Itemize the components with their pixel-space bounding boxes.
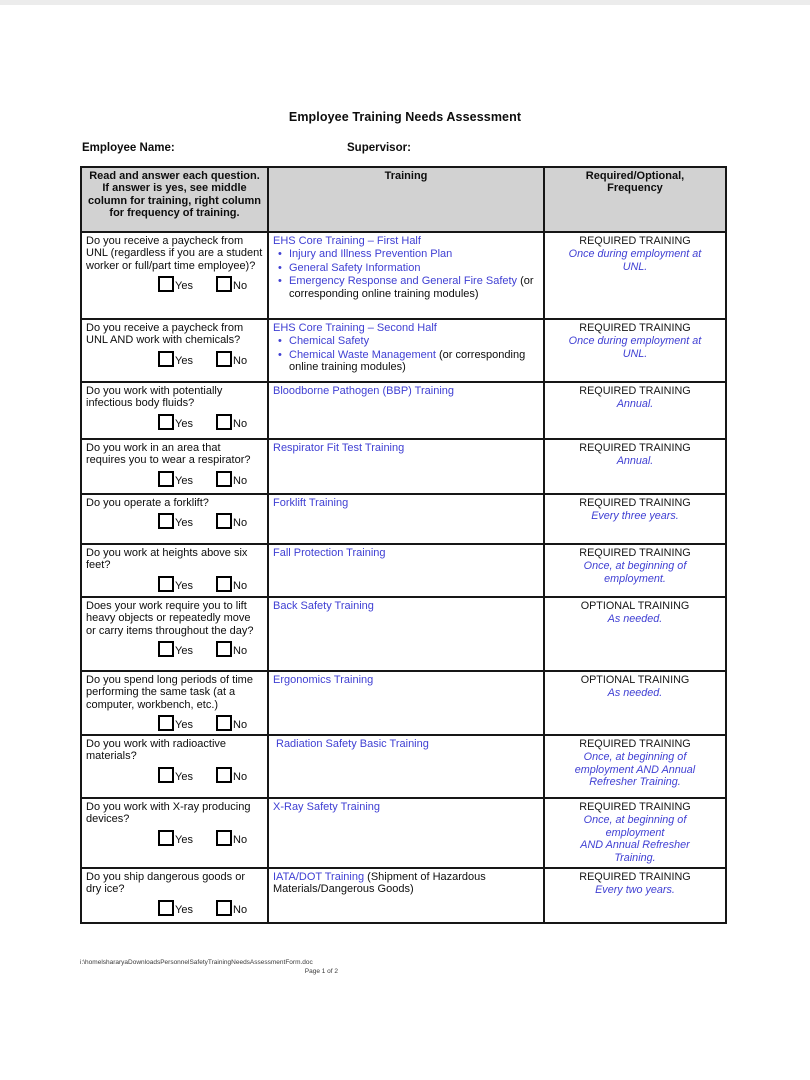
training-status: OPTIONAL TRAINING (580, 674, 690, 686)
no-label: No (233, 354, 248, 367)
table-row (81, 671, 726, 735)
training-bullet: • Emergency Response and General Fire Safety (or corresponding online training modules) (289, 275, 539, 300)
yes-label: Yes (175, 903, 193, 916)
no-checkbox[interactable] (216, 767, 232, 783)
training-link[interactable]: Fall Protection Training (273, 547, 386, 559)
question-text: Does your work require you to lift heavy objects or repeatedly move or carry items throughout the day? (86, 600, 254, 637)
yes-checkbox[interactable] (158, 471, 174, 487)
yes-checkbox[interactable] (158, 414, 174, 430)
yes-checkbox[interactable] (158, 767, 174, 783)
no-checkbox[interactable] (216, 351, 232, 367)
training-bullet (289, 248, 539, 260)
yes-checkbox[interactable] (158, 641, 174, 657)
scan-artifact-band (0, 0, 810, 5)
question-cell (81, 494, 268, 544)
question-cell (81, 439, 268, 494)
question-text: Do you ship dangerous goods or dry ice? (86, 870, 245, 896)
training-bullet: • Chemical Waste Management (or corresponding online training modules) (289, 349, 539, 374)
question-text: Do you work with radioactive materials? (86, 737, 227, 763)
answer-options (86, 715, 263, 731)
table-row (81, 382, 726, 439)
no-label: No (233, 719, 248, 732)
training-status: REQUIRED TRAINING (579, 322, 691, 334)
question-cell (81, 735, 268, 798)
no-label: No (233, 770, 248, 783)
page-number: Page 1 of 2 (304, 967, 338, 975)
yes-label: Yes (175, 579, 193, 592)
training-status: REQUIRED TRAINING (579, 442, 691, 454)
no-label: No (233, 579, 248, 592)
training-bullet (289, 262, 539, 274)
training-status: REQUIRED TRAINING (579, 870, 691, 883)
training-status: REQUIRED TRAINING (579, 497, 691, 509)
training-cell (268, 439, 544, 494)
table-row (81, 798, 726, 868)
no-checkbox[interactable] (216, 715, 232, 731)
yes-label: Yes (175, 417, 193, 430)
question-text: Do you work at heights above six feet? (86, 547, 248, 572)
no-label: No (233, 645, 248, 658)
frequency-cell: REQUIRED TRAINING Once, at beginning of employment AND Annual Refresher Training. (544, 735, 726, 798)
answer-options (86, 767, 263, 783)
no-label: No (233, 903, 248, 916)
question-cell (81, 798, 268, 868)
yes-label: Yes (175, 645, 193, 658)
frequency-cell: REQUIRED TRAINING Once during employment at UNL. (544, 319, 726, 382)
yes-checkbox[interactable] (158, 351, 174, 367)
training-link[interactable]: EHS Core Training – Second Half (273, 322, 437, 334)
header-frequency: Required/Optional, Frequency (544, 167, 726, 232)
employee-name-label: Employee Name: (82, 142, 175, 154)
no-checkbox[interactable] (216, 830, 232, 846)
no-label: No (233, 833, 248, 846)
page-footer (80, 959, 342, 977)
question-cell (81, 597, 268, 671)
document-path: i:\homelshararyaDownloadsPersonnelSafetyTrainingNeedsAssessmentForm.doc (80, 959, 313, 966)
answer-options (86, 276, 263, 292)
question-text: Do you work with X-ray producing devices? (86, 800, 251, 826)
yes-checkbox[interactable] (158, 830, 174, 846)
question-cell (81, 544, 268, 597)
frequency-cell: REQUIRED TRAINING Every two years. (544, 868, 726, 923)
training-cell (268, 798, 544, 868)
table-row (81, 597, 726, 671)
training-link[interactable]: EHS Core Training – First Half (273, 235, 421, 247)
table-row (81, 439, 726, 494)
frequency-cell: REQUIRED TRAINING Every three years. (544, 494, 726, 544)
training-status: REQUIRED TRAINING (579, 547, 691, 559)
no-checkbox[interactable] (216, 276, 232, 292)
training-status: REQUIRED TRAINING (579, 800, 691, 813)
yes-label: Yes (175, 719, 193, 732)
question-cell (81, 868, 268, 923)
answer-options (86, 641, 263, 657)
answer-options (86, 830, 263, 846)
answer-options (86, 576, 263, 592)
question-text: Do you spend long periods of time performing the same task (at a computer, workbench, etc.) (86, 674, 253, 711)
supervisor-label: Supervisor: (347, 142, 411, 154)
question-text: Do you receive a paycheck from UNL (regardless if you are a student worker or full/part time employee)? (86, 235, 263, 272)
training-link[interactable]: General Safety Information (289, 261, 421, 274)
yes-checkbox[interactable] (158, 276, 174, 292)
answer-options (86, 471, 263, 487)
no-checkbox[interactable] (216, 641, 232, 657)
training-status: REQUIRED TRAINING (579, 385, 691, 397)
yes-checkbox[interactable] (158, 513, 174, 529)
question-cell (81, 232, 268, 319)
training-status: REQUIRED TRAINING (579, 737, 691, 750)
name-supervisor-line (82, 142, 728, 154)
training-link[interactable]: Radiation Safety Basic Training (276, 737, 429, 750)
no-label: No (233, 417, 248, 430)
training-cell (268, 671, 544, 735)
training-link[interactable]: Forklift Training (273, 497, 349, 509)
table-row (81, 735, 726, 798)
no-label: No (233, 280, 248, 293)
question-cell (81, 671, 268, 735)
yes-label: Yes (175, 833, 193, 846)
training-link[interactable]: Respirator Fit Test Training (273, 442, 405, 454)
question-text: Do you work in an area that requires you to wear a respirator? (86, 442, 251, 467)
training-link[interactable]: Chemical Safety (289, 335, 370, 348)
yes-checkbox[interactable] (158, 576, 174, 592)
frequency-cell: REQUIRED TRAINING Annual. (544, 382, 726, 439)
yes-checkbox[interactable] (158, 715, 174, 731)
question-text: Do you work with potentially infectious body fluids? (86, 385, 223, 410)
frequency-cell: REQUIRED TRAINING Once during employment at UNL. (544, 232, 726, 319)
frequency-cell: OPTIONAL TRAINING As needed. (544, 671, 726, 735)
no-checkbox[interactable] (216, 513, 232, 529)
training-needs-table (80, 166, 727, 924)
yes-label: Yes (175, 770, 193, 783)
table-row (81, 232, 726, 319)
question-cell (81, 382, 268, 439)
training-link[interactable]: Ergonomics Training (273, 674, 374, 686)
table-row (81, 319, 726, 382)
page-title: Employee Training Needs Assessment (288, 110, 522, 124)
no-checkbox[interactable] (216, 414, 232, 430)
yes-label: Yes (175, 354, 193, 367)
training-cell (268, 735, 544, 798)
answer-options (86, 900, 263, 916)
training-cell (268, 319, 544, 382)
table-row (81, 544, 726, 597)
training-link[interactable]: IATA/DOT Training (273, 870, 365, 883)
yes-label: Yes (175, 474, 193, 487)
training-status: OPTIONAL TRAINING (580, 600, 690, 612)
question-text: Do you receive a paycheck from UNL AND work with chemicals? (86, 322, 244, 347)
training-link[interactable]: Chemical Waste Management (289, 348, 436, 361)
question-text: Do you operate a forklift? (86, 497, 209, 509)
training-cell (268, 382, 544, 439)
training-cell (268, 544, 544, 597)
frequency-cell: REQUIRED TRAINING Once, at beginning of employment. (544, 544, 726, 597)
training-status: REQUIRED TRAINING (579, 235, 691, 247)
table-header-row (81, 167, 726, 232)
training-bullet (289, 335, 539, 347)
no-checkbox[interactable] (216, 471, 232, 487)
header-question: Read and answer each question. If answer is yes, see middle column for training, right column for frequency of training. (81, 167, 268, 232)
training-link[interactable]: Back Safety Training (273, 600, 374, 612)
training-link[interactable]: Bloodborne Pathogen (BBP) Training (273, 385, 455, 397)
table-row (81, 868, 726, 923)
yes-checkbox[interactable] (158, 900, 174, 916)
yes-label: Yes (175, 280, 193, 293)
answer-options (86, 351, 263, 367)
frequency-cell: OPTIONAL TRAINING As needed. (544, 597, 726, 671)
table-row (81, 494, 726, 544)
frequency-cell: REQUIRED TRAINING Once, at beginning of employment AND Annual Refresher Training. (544, 798, 726, 868)
answer-options (86, 414, 263, 430)
answer-options (86, 513, 263, 529)
header-training: Training (268, 167, 544, 232)
no-label: No (233, 517, 248, 530)
training-cell (268, 494, 544, 544)
yes-label: Yes (175, 517, 193, 530)
training-link[interactable]: Emergency Response and General Fire Safety (289, 275, 518, 288)
training-link[interactable]: Injury and Illness Prevention Plan (289, 248, 453, 261)
question-cell (81, 319, 268, 382)
training-cell: IATA/DOT Training (Shipment of Hazardous Materials/Dangerous Goods) (268, 868, 544, 923)
no-checkbox[interactable] (216, 900, 232, 916)
no-label: No (233, 474, 248, 487)
training-cell (268, 597, 544, 671)
training-cell (268, 232, 544, 319)
training-link[interactable]: X-Ray Safety Training (273, 800, 380, 813)
no-checkbox[interactable] (216, 576, 232, 592)
frequency-cell: REQUIRED TRAINING Annual. (544, 439, 726, 494)
